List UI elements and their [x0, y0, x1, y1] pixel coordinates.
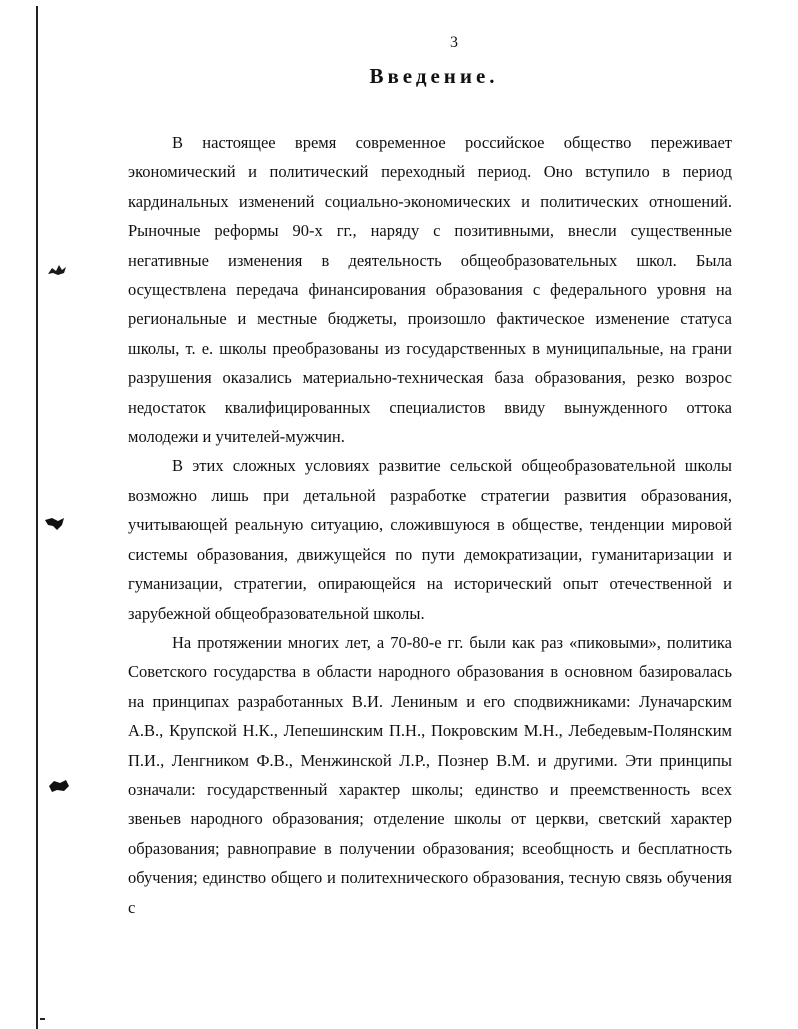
page-number: 3	[450, 34, 458, 51]
paragraph: На протяжении многих лет, а 70-80-е гг. были как раз «пиковыми», политика Советского государства в области народного образования в основном базировалась на принципах разработанных В.И. Лениным и его сподвижниками: Луначарским А.В., Крупской Н.К., Лепешинским П.Н., Покровским М.Н., Лебедевым-Полянским П.И., Ленгником Ф.В., Менжинской Л.Р., Познер В.М. и другими. Эти принципы означали: государственный характер школы; единство и преемственность всех звеньев народного образования; отделение школы от церкви, светский характер образования; равноправие в получении образования; всеобщность и бесплатность обучения; единство общего и политехнического образования, тесную связь обучения с	[128, 632, 732, 917]
scan-border	[36, 6, 38, 1029]
ink-blot	[44, 516, 66, 532]
paragraph: В этих сложных условиях развитие сельской общеобразовательной школы возможно лишь при детальной разработке стратегии развития образования, учитывающей реальную ситуацию, сложившуюся в обществе, тенденции мировой системы образования, движущейся по пути демократизации, гуманитаризации и гуманизации, стратегии, опирающейся на исторический опыт отечественной и зарубежной общеобразовательной школы.	[128, 456, 732, 623]
ink-blot	[46, 262, 68, 278]
page-title: Введение.	[369, 64, 499, 88]
scan-mark	[40, 1018, 45, 1020]
paragraph: В настоящее время современное российское общество переживает экономический и политический переходный период. Оно вступило в период кардинальных изменений социально-экономических и политических отношений. Рыночные реформы 90-х гг., наряду с позитивными, внесли существенные негативные изменения в деятельность общеобразовательных школ. Была осуществлена передача финансирования образования с федерального уровня на региональные и местные бюджеты, произошло фактическое изменение статуса школы, т. е. школы преобразованы из государственных в муниципальные, на грани разрушения оказались материально-техническая база образования, резко возрос недостаток квалифицированных специалистов ввиду вынужденного оттока молодежи и учителей-мужчин.	[128, 133, 732, 447]
ink-blot	[48, 778, 70, 794]
body-text	[128, 128, 732, 922]
